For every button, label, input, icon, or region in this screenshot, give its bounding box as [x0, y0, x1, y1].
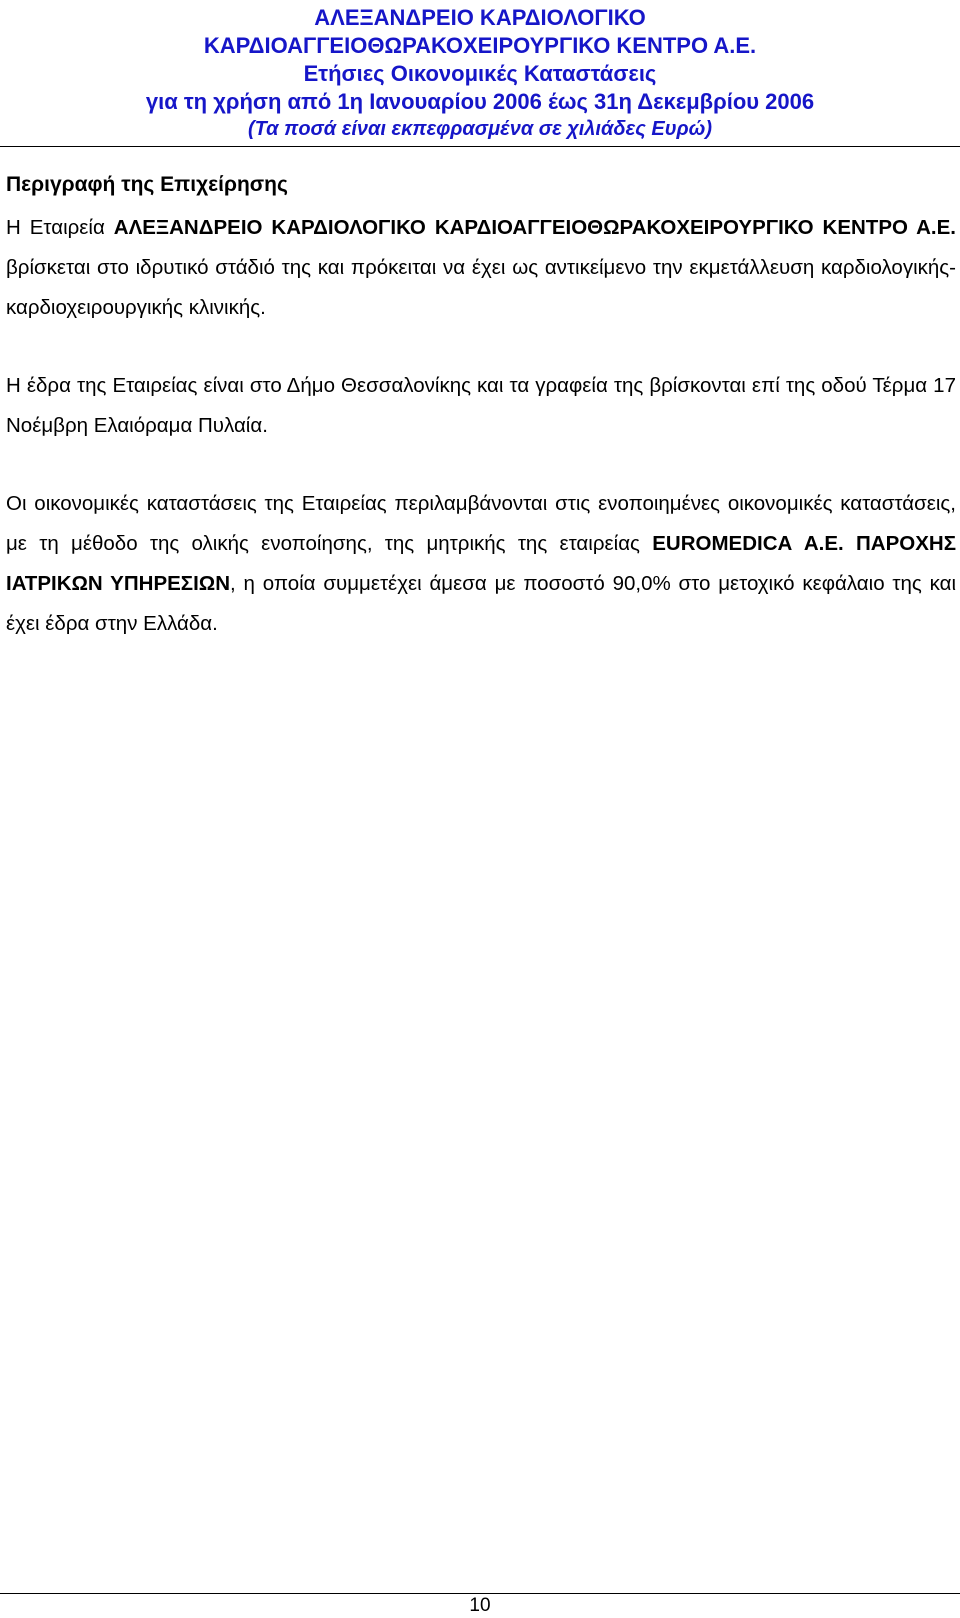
parent-company-name: EUROMEDICA Α.Ε. ΠΑΡΟΧΗΣ ΙΑΤΡΙΚΩΝ ΥΠΗΡΕΣΙΩΝ — [6, 532, 956, 595]
document-body — [6, 170, 956, 682]
header-company-line-1: ΑΛΕΞΑΝΔΡΕΙΟ ΚΑΡΔΙΟΛΟΓΙΚΟ — [314, 5, 646, 30]
page-number: 10 — [469, 1595, 491, 1616]
company-name: ΑΛΕΞΑΝΔΡΕΙΟ ΚΑΡΔΙΟΛΟΓΙΚΟ ΚΑΡΔΙΟΑΓΓΕΙΟΘΩΡΑΚΟΧΕΙΡΟΥΡΓΙΚΟ ΚΕΝΤΡΟ Α.Ε. — [113, 216, 956, 239]
paragraph-1-lead: Η Εταιρεία — [6, 216, 114, 239]
paragraph-company-description — [6, 208, 956, 328]
paragraph-headquarters: Η έδρα της Εταιρείας είναι στο Δήμο Θεσσαλονίκης και τα γραφεία της βρίσκονται επί της οδού Τέρμα 17 Νοέμβρη Ελαιόραμα Πυλαία. — [6, 374, 956, 437]
paragraph-consolidation — [6, 484, 956, 644]
paragraph-3-rest: , η οποία συμμετέχει άμεσα με ποσοστό 90,0% στο μετοχικό κεφάλαιο της και έχει έδρα στην Ελλάδα. — [6, 572, 956, 635]
document-header — [0, 4, 960, 142]
header-company-line-2: ΚΑΡΔΙΟΑΓΓΕΙΟΘΩΡΑΚΟΧΕΙΡΟΥΡΓΙΚΟ ΚΕΝΤΡΟ Α.Ε. — [203, 33, 757, 58]
header-divider — [0, 146, 960, 147]
header-period: για τη χρήση από 1η Ιανουαρίου 2006 έως 31η Δεκεμβρίου 2006 — [145, 89, 815, 114]
header-report-title: Ετήσιες Οικονομικές Καταστάσεις — [303, 61, 657, 86]
paragraph-1-rest: βρίσκεται στο ιδρυτικό στάδιό της και πρόκειται να έχει ως αντικείμενο την εκμετάλλευση καρδιολογικής-καρδιοχειρουργικής κλινικής. — [6, 256, 956, 319]
paragraph-3-lead: Οι οικονομικές καταστάσεις της Εταιρείας περιλαμβάνονται στις ενοποιημένες οικονομικές καταστάσεις, με τη μέθοδο της ολικής ενοποίησης, της μητρικής της εταιρείας — [6, 492, 956, 555]
section-title: Περιγραφή της Επιχείρησης — [6, 173, 288, 196]
header-currency-note: (Τα ποσά είναι εκπεφρασμένα σε χιλιάδες Ευρώ) — [247, 118, 712, 140]
